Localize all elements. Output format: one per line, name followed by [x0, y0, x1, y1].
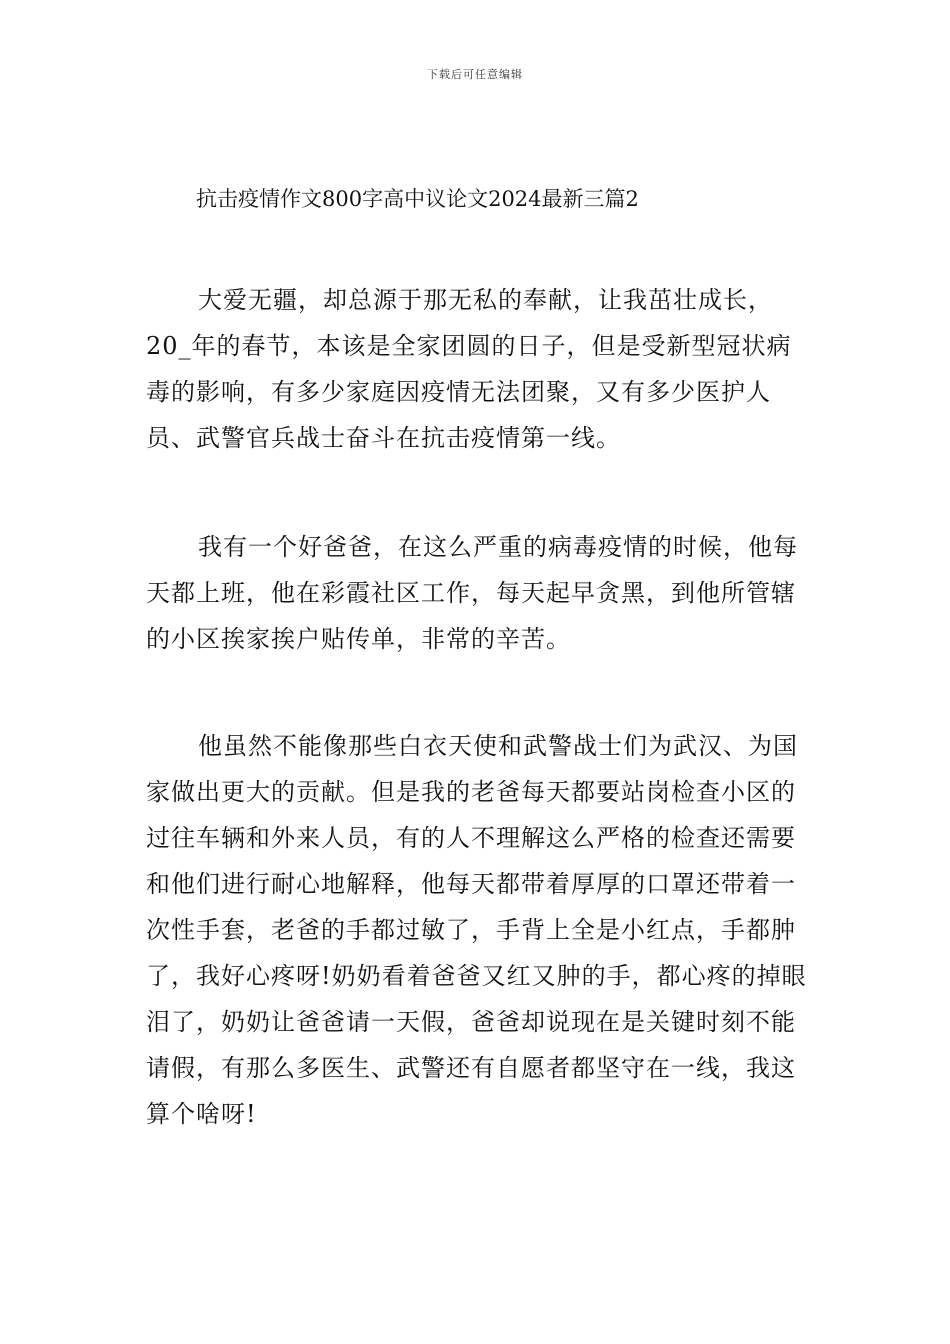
paragraph-1: 大爱无疆，却总源于那无私的奉献，让我茁壮成长，20_年的春节，本该是全家团圆的日子，但是受新型冠状病毒的影响，有多少家庭因疫情无法团聚，又有多少医护人员、武警官兵战士奋斗在抗击疫情第一线。: [146, 286, 792, 452]
paragraph-3: 他虽然不能像那些白衣天使和武警战士们为武汉、为国家做出更大的贡献。但是我的老爸每天都要站岗检查小区的过往车辆和外来人员，有的人不理解这么严格的检查还需要和他们进行耐心地解释，他每天都带着厚厚的口罩还带着一次性手套，老爸的手都过敏了，手背上全是小红点，手都肿了，我好心疼呀!奶奶看着爸爸又红又肿的手，都心疼的掉眼泪了，奶奶让爸爸请一天假，爸爸却说现在是关键时刻不能请假，有那么多医生、武警还有自愿者都坚守在一线，我这算个啥呀!: [146, 732, 807, 1128]
document-title: 抗击疫情作文800字高中议论文2024最新三篇2: [196, 187, 639, 211]
header-note: 下载后可任意编辑: [427, 68, 523, 81]
paragraph-2: 我有一个好爸爸，在这么严重的病毒疫情的时候，他每天都上班，他在彩霞社区工作，每天起早贪黑，到他所管辖的小区挨家挨户贴传单，非常的辛苦。: [146, 533, 798, 653]
